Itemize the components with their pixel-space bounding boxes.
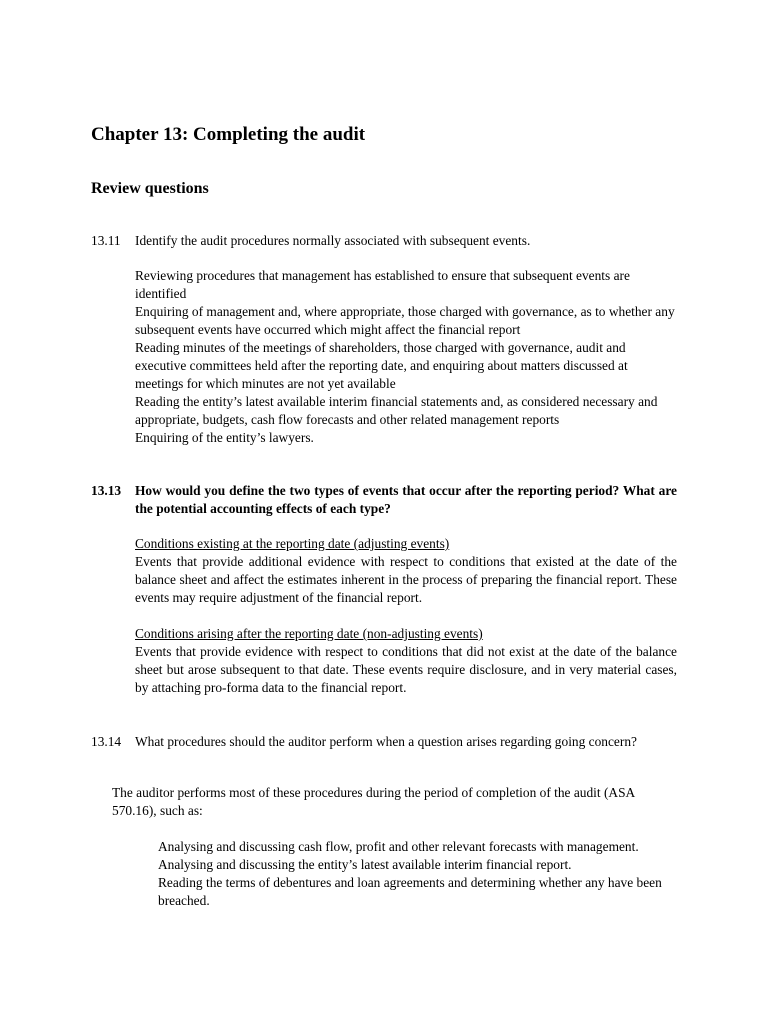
answer-13-14-intro (112, 784, 677, 820)
answer-item: Reading minutes of the meetings of shareholders, those charged with governance, audit and executive committees held after the reporting date, and enquiring about matters discussed at meetings for which minutes are not yet available (135, 340, 628, 391)
adjusting-events-text: Events that provide additional evidence with respect to conditions that existed at the date of the balance sheet and affect the estimates inherent in the process of preparing the financial report. These events may require adjustment of the financial report. (135, 554, 677, 605)
question-number: 13.13 (91, 483, 122, 498)
answer-13-11 (135, 267, 677, 447)
question-13-14 (91, 733, 677, 751)
question-text: What procedures should the auditor perform when a question arises regarding going concern? (135, 734, 637, 749)
answer-item: Reading the terms of debentures and loan agreements and determining whether any have been breached. (158, 875, 662, 908)
answer-13-13-adjusting (135, 535, 677, 607)
question-text: How would you define the two types of events that occur after the reporting period? What are the potential accounting effects of each type? (135, 483, 677, 516)
nonadjusting-events-text: Events that provide evidence with respect to conditions that did not exist at the date of the balance sheet but arose subsequent to that date. These events require disclosure, and in very material cases, by attaching pro-forma data to the financial report. (135, 644, 677, 695)
nonadjusting-events-heading: Conditions arising after the reporting date (non-adjusting events) (135, 626, 483, 641)
answer-item: Analysing and discussing the entity’s latest available interim financial report. (158, 857, 572, 872)
section-heading: Review questions (91, 180, 209, 197)
answer-item: Reading the entity’s latest available interim financial statements and, as considered necessary and appropriate, budgets, cash flow forecasts and other related management reports (135, 394, 658, 427)
question-text: Identify the audit procedures normally associated with subsequent events. (135, 233, 531, 248)
question-13-13 (91, 482, 677, 518)
answer-13-14-list (158, 838, 677, 910)
adjusting-events-heading: Conditions existing at the reporting date (adjusting events) (135, 536, 450, 551)
question-13-11 (91, 232, 677, 250)
answer-intro: The auditor performs most of these procedures during the period of completion of the audit (ASA 570.16), such as: (112, 785, 635, 818)
answer-item: Analysing and discussing cash flow, profit and other relevant forecasts with management. (158, 839, 639, 854)
answer-13-13-nonadjusting (135, 625, 677, 697)
answer-item: Reviewing procedures that management has established to ensure that subsequent events are identified (135, 268, 630, 301)
chapter-title: Chapter 13: Completing the audit (91, 124, 366, 145)
answer-item: Enquiring of the entity’s lawyers. (135, 430, 314, 445)
question-number: 13.11 (91, 233, 121, 248)
answer-item: Enquiring of management and, where appropriate, those charged with governance, as to whether any subsequent events have occurred which might affect the financial report (135, 304, 675, 337)
question-number: 13.14 (91, 734, 122, 749)
